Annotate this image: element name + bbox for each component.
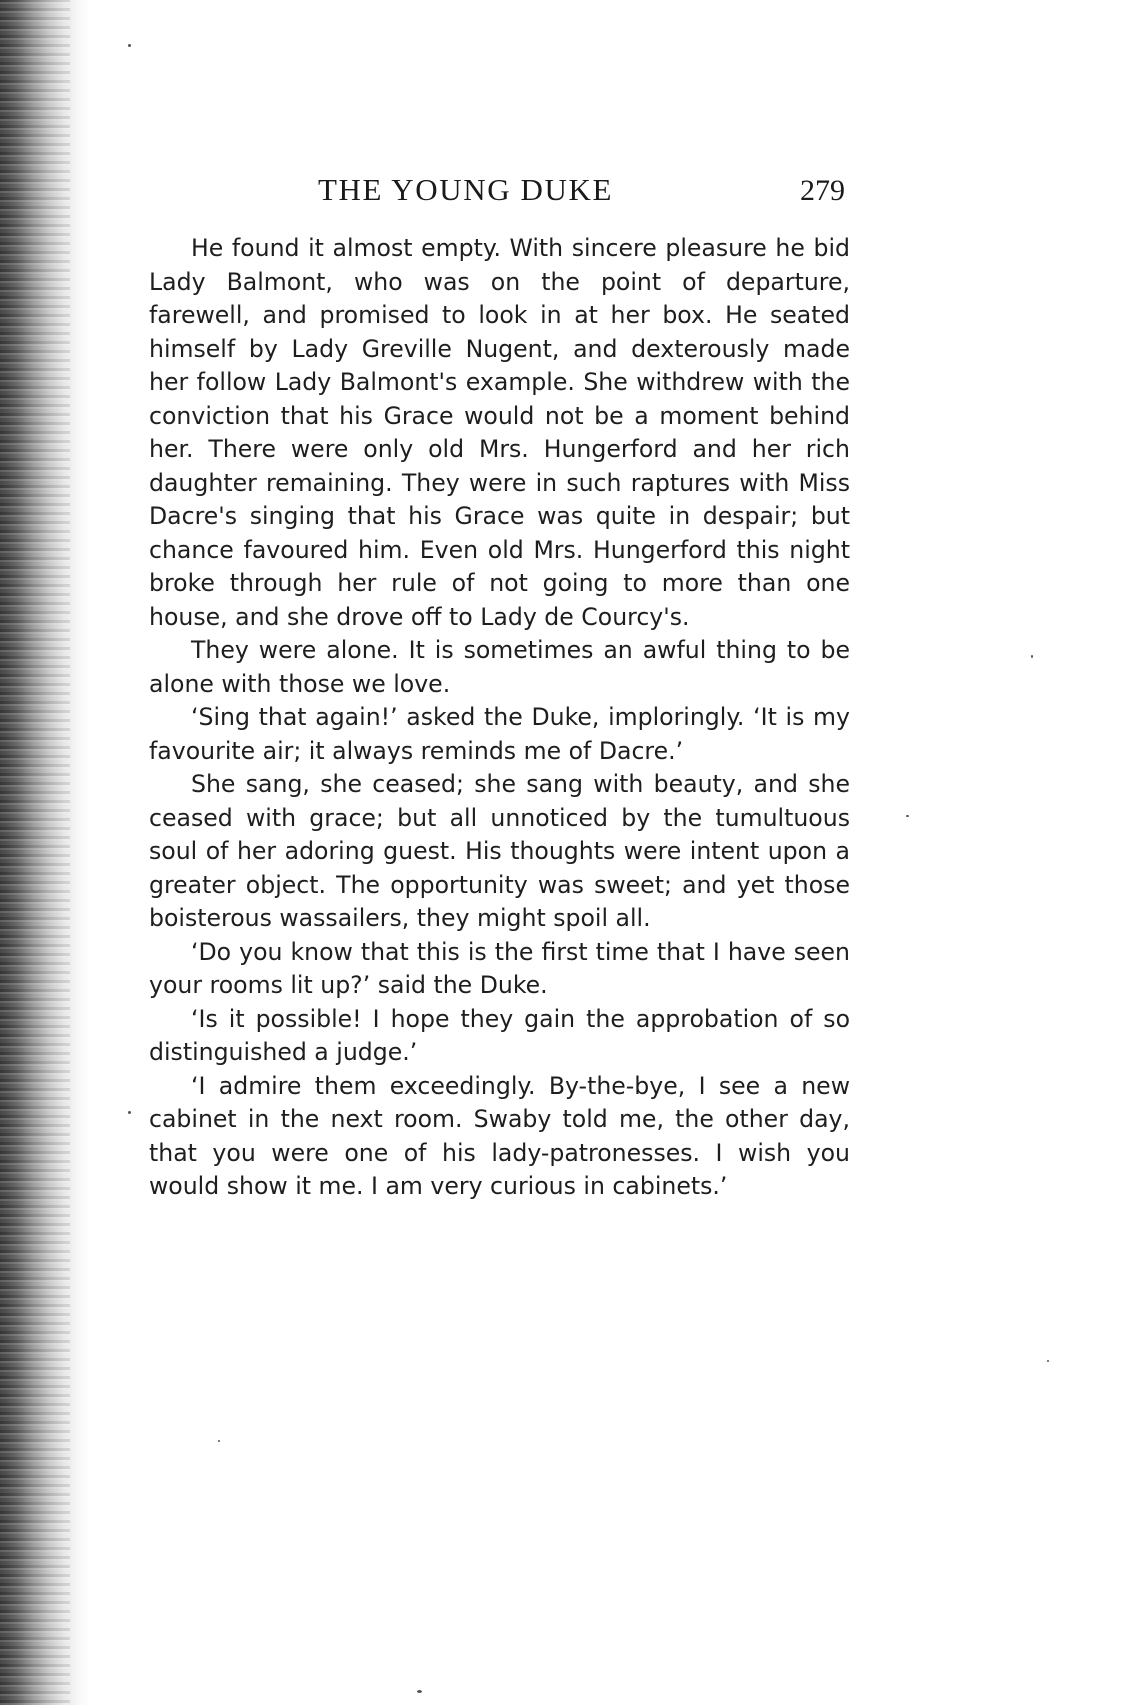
running-head — [148, 172, 853, 216]
paragraph-6: ‘Is it possible! I hope they gain the approbation of so distinguished a judge.’ — [149, 1004, 850, 1066]
paragraph-1: He found it almost empty. With sincere pleasure he bid Lady Balmont, who was on the point of departure, farewell, and promised to look in at her box. He seated himself by Lady Greville Nugent, and dexterously made her follow Lady Balmont's example. She withdrew with the conviction that his Grace would not be a moment behind her. There were only old Mrs. Hungerford and her rich daughter remaining. They were in such raptures with Miss Dacre's singing that his Grace was quite in despair; but chance favoured him. Even old Mrs. Hungerford this night broke through her rule of not going to more than one house, and she drove off to Lady de Courcy's. — [149, 234, 850, 631]
scan-speck — [128, 1111, 131, 1114]
running-title: THE YOUNG DUKE — [318, 172, 614, 207]
page-number: 279 — [800, 174, 845, 207]
scan-speck — [1031, 655, 1033, 658]
paragraph-3: ‘Sing that again!’ asked the Duke, imploringly. ‘It is my favourite air; it always reminds me of Dacre.’ — [149, 703, 850, 765]
body-text — [149, 232, 850, 1204]
paragraph-4: She sang, she ceased; she sang with beauty, and she ceased with grace; but all unnoticed by the tumultuous soul of her adoring guest. His thoughts were intent upon a greater object. The opportunity was sweet; and yet those boisterous wassailers, they might spoil all. — [149, 770, 850, 932]
paragraph-7: ‘I admire them exceedingly. By-the-bye, I see a new cabinet in the next room. Swaby told me, the other day, that you were one of his lady-patronesses. I wish you would show it me. I am very curious in cabinets.’ — [149, 1071, 850, 1200]
scan-speck — [1047, 1360, 1049, 1362]
scan-gutter-texture — [0, 0, 70, 1705]
paragraph-5: ‘Do you know that this is the first time that I have seen your rooms lit up?’ said the Duke. — [149, 937, 850, 999]
paragraph-2: They were alone. It is sometimes an awful thing to be alone with those we love. — [149, 636, 850, 698]
scan-speck — [906, 815, 909, 817]
scan-speck — [128, 44, 131, 47]
scan-speck — [218, 1440, 220, 1442]
scan-speck — [417, 1690, 422, 1693]
